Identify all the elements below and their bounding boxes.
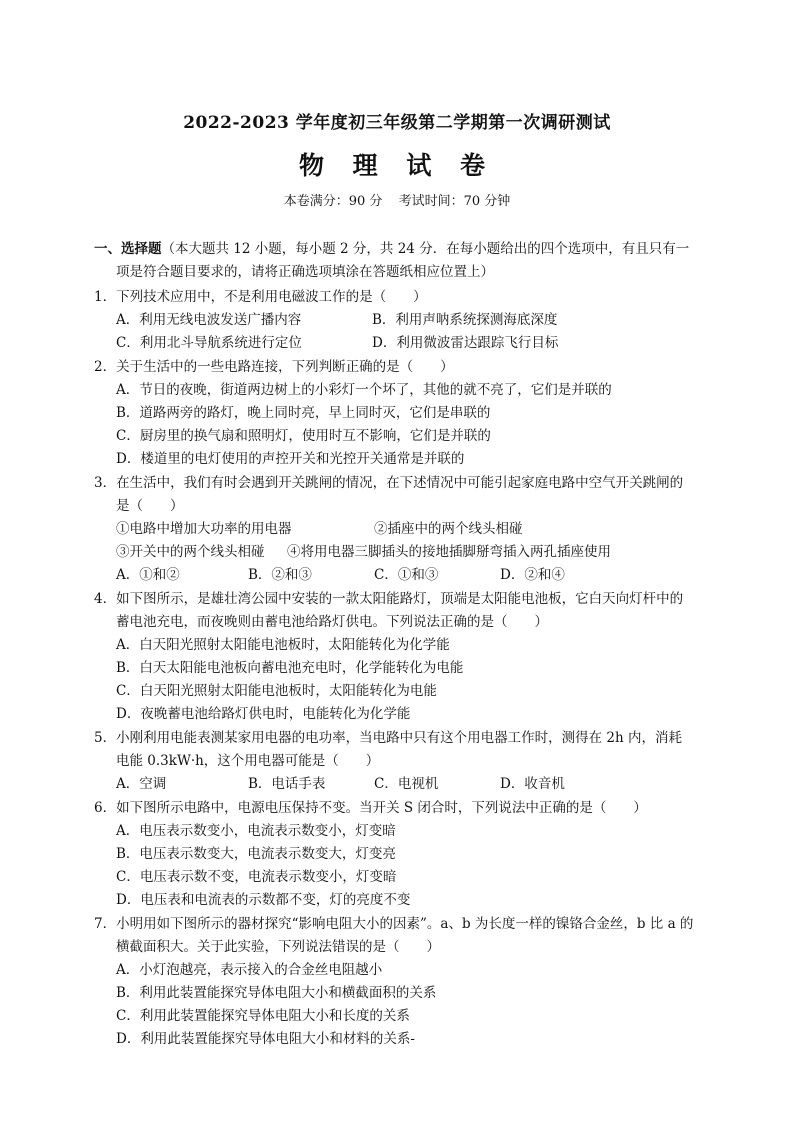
section-heading: 一、选择题 bbox=[94, 241, 162, 257]
q3-item-1: ①电路中增加大功率的用电器 bbox=[116, 521, 292, 537]
q3-stem-1: 3．在生活中，我们有时会遇到开关跳闸的情况，在下述情况中可能引起家庭电路中空气开关跳闸的 bbox=[94, 475, 684, 491]
section-intro-1: （本大题共 12 小题，每小题 2 分，共 24 分．在每小题给出的四个选项中，有且只有一 bbox=[161, 241, 690, 257]
section-intro-2: 项是符合题目要求的，请将正确选项填涂在答题纸相应位置上） bbox=[116, 264, 494, 280]
q3-item-4: ④将用电器三脚插头的接地插脚掰弯插入两孔插座使用 bbox=[287, 544, 611, 560]
q1-option-a: A．利用无线电波发送广播内容 bbox=[116, 312, 302, 328]
q1-stem: 1．下列技术应用中，不是利用电磁波工作的是（ ） bbox=[94, 289, 427, 305]
q5-stem-1: 5．小刚利用电能表测某家用电器的电功率，当电路中只有这个用电器工作时，测得在 2h 内，消耗 bbox=[94, 730, 682, 746]
q3-item-2: ②插座中的两个线头相碰 bbox=[374, 521, 523, 537]
q3-option-c: C．①和③ bbox=[374, 567, 439, 583]
exam-title: 2022-2023 学年度初三年级第二学期第一次调研测试 bbox=[183, 113, 611, 133]
q5-option-d: D．收音机 bbox=[500, 776, 565, 792]
q7-option-c: C．利用此装置能探究导体电阻大小和长度的关系 bbox=[116, 1008, 410, 1024]
q2-option-d: D．楼道里的电灯使用的声控开关和光控开关通常是并联的 bbox=[116, 451, 465, 467]
q1-option-c: C．利用北斗导航系统进行定位 bbox=[116, 335, 302, 351]
full-score: 本卷满分：90 分 bbox=[283, 194, 383, 209]
q5-option-a: A．空调 bbox=[116, 776, 167, 792]
q2-option-b: B．道路两旁的路灯，晚上同时亮，早上同时灭，它们是串联的 bbox=[116, 405, 491, 421]
q4-stem-2: 蓄电池充电，而夜晚则由蓄电池给路灯供电。下列说法正确的是（ ） bbox=[116, 614, 548, 630]
q3-item-3: ③开关中的两个线头相碰 bbox=[116, 544, 265, 560]
q6-option-d: D．电压表和电流表的示数都不变，灯的亮度不变 bbox=[116, 892, 411, 908]
q6-option-a: A．电压表示数变小，电流表示数变小，灯变暗 bbox=[116, 823, 396, 839]
exam-meta bbox=[0, 190, 794, 209]
q4-stem-1: 4．如下图所示，是雄壮湾公园中安装的一款太阳能路灯，顶端是太阳能电池板，它白天向灯杆中的 bbox=[94, 591, 684, 607]
exam-time: 考试时间：70 分钟 bbox=[398, 194, 511, 209]
q4-option-a: A．白天阳光照射太阳能电池板时，太阳能转化为化学能 bbox=[116, 637, 450, 653]
q7-stem-1: 7．小明用如下图所示的器材探究“影响电阻大小的因素”。a、b 为长度一样的镍铬合金丝，b 比 a 的 bbox=[94, 916, 694, 932]
q3-option-a: A．①和② bbox=[116, 567, 180, 583]
section-heading-line bbox=[94, 240, 689, 258]
q6-option-c: C．电压表示数不变，电流表示数变小，灯变暗 bbox=[116, 869, 397, 885]
q7-option-d: D．利用此装置能探究导体电阻大小和材料的关系- bbox=[116, 1031, 415, 1047]
q3-option-d: D．②和④ bbox=[500, 567, 565, 583]
q3-option-b: B．②和③ bbox=[248, 567, 312, 583]
q2-option-c: C．厨房里的换气扇和照明灯，使用时互不影响，它们是并联的 bbox=[116, 428, 491, 444]
q7-option-a: A．小灯泡越亮，表示接入的合金丝电阻越小 bbox=[116, 962, 383, 978]
q2-stem: 2．关于生活中的一些电路连接，下列判断正确的是（ ） bbox=[94, 359, 454, 375]
q5-option-b: B．电话手表 bbox=[248, 776, 326, 792]
q3-stem-2: 是（ ） bbox=[116, 498, 184, 514]
q1-option-d: D．利用微波雷达跟踪飞行目标 bbox=[372, 335, 559, 351]
subject-title: 物 理 试 卷 bbox=[298, 151, 496, 180]
q5-option-c: C．电视机 bbox=[374, 776, 439, 792]
q4-option-c: C．白天阳光照射太阳能电池板时，太阳能转化为电能 bbox=[116, 683, 437, 699]
q1-option-b: B．利用声呐系统探测海底深度 bbox=[372, 312, 558, 328]
q2-option-a: A．节日的夜晚，街道两边树上的小彩灯一个坏了，其他的就不亮了，它们是并联的 bbox=[116, 382, 612, 398]
q7-option-b: B．利用此装置能探究导体电阻大小和横截面积的关系 bbox=[116, 985, 437, 1001]
q5-stem-2: 电能 0.3kW·h，这个用电器可能是（ ） bbox=[116, 753, 380, 769]
q6-option-b: B．电压表示数变大，电流表示数变大，灯变亮 bbox=[116, 846, 396, 862]
q4-option-d: D．夜晚蓄电池给路灯供电时，电能转化为化学能 bbox=[116, 706, 411, 722]
q4-option-b: B．白天太阳能电池板向蓄电池充电时，化学能转化为电能 bbox=[116, 660, 464, 676]
q7-stem-2: 横截面积大。关于此实验，下列说法错误的是（ ） bbox=[116, 939, 440, 955]
q6-stem: 6．如下图所示电路中，电源电压保持不变。当开关 S 闭合时，下列说法中正确的是（ ） bbox=[94, 800, 647, 816]
